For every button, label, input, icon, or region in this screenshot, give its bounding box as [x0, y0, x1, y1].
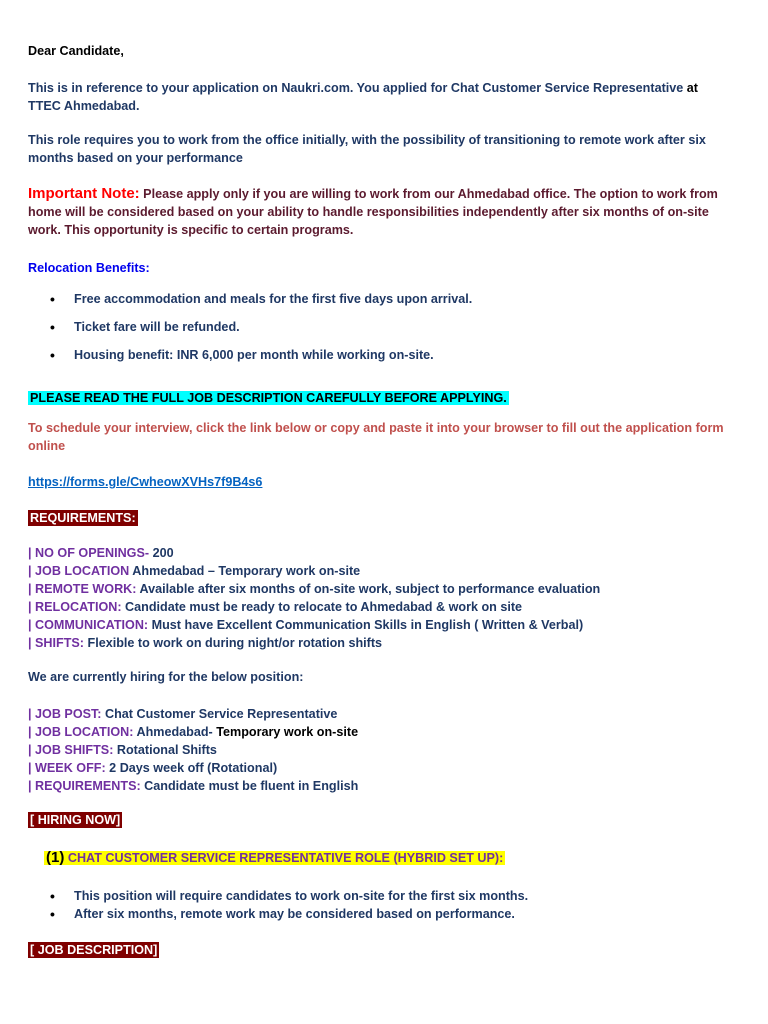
requirement-value: Available after six months of on-site work, subject to performance evaluation: [136, 582, 601, 596]
role-info-paragraph: This role requires you to work from the office initially, with the possibility of transitioning to remote work after six months based on your performance: [28, 133, 706, 165]
position-row: [28, 723, 728, 741]
position-value: Rotational Shifts: [113, 743, 217, 757]
list-item: • Ticket fare will be refunded.: [28, 318, 728, 336]
requirements-list: [28, 544, 728, 652]
requirement-row: [28, 616, 728, 634]
requirements-heading: [28, 509, 728, 527]
requirement-value: Must have Excellent Communication Skills in English ( Written & Verbal): [148, 618, 584, 632]
position-label: | JOB POST:: [28, 707, 102, 721]
position-row: [28, 777, 728, 795]
position-row: [28, 705, 728, 723]
requirement-row: [28, 562, 728, 580]
relocation-heading: Relocation Benefits:: [28, 261, 150, 275]
role-title-label: CHAT CUSTOMER SERVICE REPRESENTATIVE ROLE (HYBRID SET UP):: [64, 851, 504, 865]
schedule-instructions: To schedule your interview, click the link below or copy and paste it into your browser to fill out the application form online: [28, 421, 724, 453]
position-extra: Temporary work on-site: [216, 725, 359, 739]
job-description-heading: [28, 941, 728, 959]
requirement-label: | COMMUNICATION:: [28, 618, 149, 632]
requirement-label: | SHIFTS:: [28, 636, 84, 650]
requirement-label: | RELOCATION:: [28, 600, 122, 614]
role-points-list: [28, 887, 728, 923]
position-list: [28, 705, 728, 795]
requirement-value: Candidate must be ready to relocate to Ahmedabad & work on site: [121, 600, 523, 614]
intro-paragraph: [28, 79, 728, 115]
requirement-row: [28, 598, 728, 616]
list-item: • Housing benefit: INR 6,000 per month while working on-site.: [28, 346, 728, 364]
requirements-heading-text: REQUIREMENTS:: [30, 511, 136, 525]
position-label: | WEEK OFF:: [28, 761, 106, 775]
intro-at: at: [686, 81, 698, 95]
position-label: | JOB SHIFTS:: [28, 743, 114, 757]
list-item: • This position will require candidates to work on-site for the first six months.: [28, 887, 728, 905]
requirement-value: Flexible to work on during night/or rotation shifts: [84, 636, 383, 650]
requirement-row: [28, 544, 728, 562]
job-description-text: [ JOB DESCRIPTION]: [30, 943, 158, 957]
position-label: | JOB LOCATION:: [28, 725, 134, 739]
list-item: • After six months, remote work may be considered based on performance.: [28, 905, 728, 923]
requirement-label: | JOB LOCATION: [28, 564, 130, 578]
requirement-label: | REMOTE WORK:: [28, 582, 137, 596]
application-form-link[interactable]: https://forms.gle/CwheowXVHs7f9B4s6: [28, 475, 263, 489]
hiring-now-heading: [28, 811, 728, 829]
hiring-now-text: [ HIRING NOW]: [30, 813, 121, 827]
position-value: Candidate must be fluent in English: [140, 779, 359, 793]
position-value: 2 Days week off (Rotational): [105, 761, 278, 775]
position-value: Ahmedabad-: [133, 725, 217, 739]
intro-company: TTEC Ahmedabad.: [28, 99, 140, 113]
role-title-text: [44, 851, 505, 865]
read-notice: [28, 389, 728, 407]
read-notice-text: PLEASE READ THE FULL JOB DESCRIPTION CAREFULLY BEFORE APPLYING.: [30, 391, 507, 405]
intro-text: This is in reference to your application on Naukri.com. You applied for Chat Customer Service Representative: [28, 81, 687, 95]
hiring-text: We are currently hiring for the below position:: [28, 670, 304, 684]
important-note-label: Important Note:: [28, 185, 140, 202]
requirement-label: | NO OF OPENINGS-: [28, 546, 150, 560]
requirement-row: [28, 634, 728, 652]
position-value: Chat Customer Service Representative: [101, 707, 338, 721]
position-row: [28, 759, 728, 777]
important-note: [28, 185, 728, 239]
list-item: • Free accommodation and meals for the first five days upon arrival.: [28, 290, 728, 308]
greeting: Dear Candidate,: [28, 44, 124, 58]
requirement-value: 200: [149, 546, 174, 560]
position-label: | REQUIREMENTS:: [28, 779, 141, 793]
relocation-list: [28, 290, 728, 364]
role-title: [44, 849, 734, 867]
role-title-number: (1): [46, 849, 65, 866]
requirement-value: Ahmedabad – Temporary work on-site: [129, 564, 361, 578]
important-note-text: Please apply only if you are willing to work from our Ahmedabad office. The option to work from home will be considered based on your ability to handle responsibilities independently after six months of on-site work. This opportunity is specific to certain programs.: [28, 187, 718, 237]
form-link-row: [28, 473, 728, 491]
position-row: [28, 741, 728, 759]
requirement-row: [28, 580, 728, 598]
